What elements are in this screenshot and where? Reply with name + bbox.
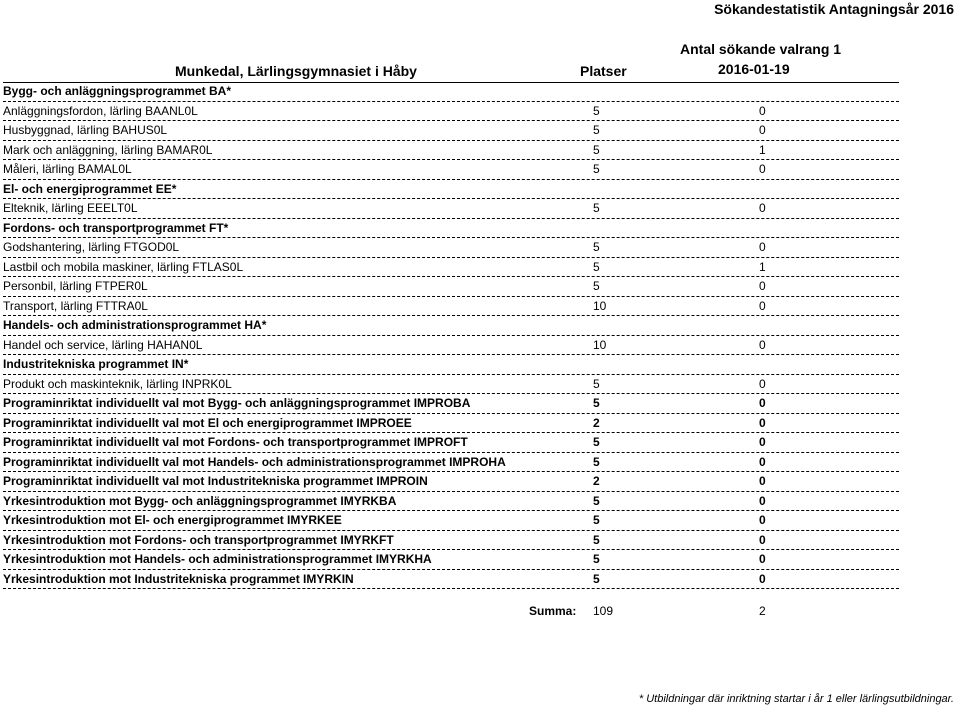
row-name: Personbil, lärling FTPER0L bbox=[3, 279, 148, 293]
table-row bbox=[3, 297, 899, 317]
row-platser: 2 bbox=[593, 474, 600, 488]
row-name: Yrkesintroduktion mot El- och energiprogrammet IMYRKEE bbox=[3, 513, 342, 527]
row-antal: 0 bbox=[759, 376, 766, 391]
table-row bbox=[3, 550, 899, 570]
row-name: Programinriktat individuellt val mot Fordons- och transportprogrammet IMPROFT bbox=[3, 435, 468, 449]
footnote: * Utbildningar där inriktning startar i år 1 eller lärlingsutbildningar. bbox=[638, 693, 954, 705]
row-platser: 10 bbox=[593, 298, 607, 313]
program-section-row bbox=[3, 316, 899, 336]
row-antal: 1 bbox=[759, 142, 766, 157]
row-antal: 0 bbox=[759, 415, 766, 430]
row-platser: 5 bbox=[593, 552, 600, 566]
row-antal: 0 bbox=[759, 201, 766, 215]
row-platser: 5 bbox=[593, 259, 600, 274]
row-name: Industritekniska programmet IN* bbox=[3, 357, 189, 371]
row-name: Anläggningsfordon, lärling BAANL0L bbox=[3, 103, 198, 118]
row-name: Yrkesintroduktion mot Handels- och administrationsprogrammet IMYRKHA bbox=[3, 552, 432, 566]
row-name: Bygg- och anläggningsprogrammet BA* bbox=[3, 84, 232, 98]
row-name: Yrkesintroduktion mot Bygg- och anläggningsprogrammet IMYRKBA bbox=[3, 493, 397, 508]
row-platser: 5 bbox=[593, 513, 600, 527]
row-platser: 10 bbox=[593, 337, 607, 352]
row-antal: 0 bbox=[759, 337, 766, 352]
row-platser: 5 bbox=[593, 454, 600, 469]
table-row bbox=[3, 511, 899, 531]
summa-platser: 109 bbox=[593, 604, 614, 618]
row-antal: 0 bbox=[759, 513, 766, 527]
row-antal: 0 bbox=[759, 396, 766, 410]
row-name: El- och energiprogrammet EE* bbox=[3, 181, 177, 196]
table-row bbox=[3, 531, 899, 551]
table-row bbox=[3, 453, 899, 473]
table-row bbox=[3, 258, 899, 278]
row-name: Handels- och administrationsprogrammet HA* bbox=[3, 318, 267, 332]
table-row bbox=[3, 238, 899, 258]
table-row bbox=[3, 433, 899, 453]
program-section-row bbox=[3, 82, 899, 102]
table-row bbox=[3, 492, 899, 512]
row-platser: 5 bbox=[593, 396, 600, 410]
row-name: Handel och service, lärling HAHAN0L bbox=[3, 337, 203, 352]
row-name: Programinriktat individuellt val mot Industritekniska programmet IMPROIN bbox=[3, 474, 428, 488]
report-title: Sökandestatistik Antagningsår 2016 bbox=[714, 1, 954, 17]
row-name: Programinriktat individuellt val mot Handels- och administrationsprogrammet IMPROHA bbox=[3, 454, 506, 469]
program-section-row bbox=[3, 355, 899, 375]
table-row bbox=[3, 414, 899, 434]
row-name: Produkt och maskinteknik, lärling INPRK0L bbox=[3, 376, 232, 391]
table-row bbox=[3, 336, 899, 356]
table-row bbox=[3, 394, 899, 414]
table-row bbox=[3, 141, 899, 161]
row-platser: 5 bbox=[593, 435, 600, 449]
school-name-header: Munkedal, Lärlingsgymnasiet i Håby bbox=[175, 63, 417, 79]
table-row bbox=[3, 375, 899, 395]
row-name: Programinriktat individuellt val mot Bygg- och anläggningsprogrammet IMPROBA bbox=[3, 396, 471, 410]
row-platser: 5 bbox=[593, 162, 600, 176]
row-antal: 0 bbox=[759, 454, 766, 469]
row-name: Måleri, lärling BAMAL0L bbox=[3, 162, 132, 176]
row-antal: 0 bbox=[759, 298, 766, 313]
row-platser: 5 bbox=[593, 240, 600, 254]
row-name: Programinriktat individuellt val mot El och energiprogrammet IMPROEE bbox=[3, 415, 412, 430]
row-platser: 5 bbox=[593, 571, 600, 586]
row-antal: 0 bbox=[759, 474, 766, 488]
summa-antal: 2 bbox=[759, 604, 766, 618]
report-date: 2016-01-19 bbox=[718, 61, 790, 77]
table-row bbox=[3, 102, 899, 122]
table-row bbox=[3, 472, 899, 492]
row-antal: 0 bbox=[759, 552, 766, 566]
summa-row bbox=[3, 601, 899, 621]
row-platser: 5 bbox=[593, 376, 600, 391]
row-antal: 0 bbox=[759, 279, 766, 293]
platser-column-header: Platser bbox=[580, 63, 627, 79]
row-name: Husbyggnad, lärling BAHUS0L bbox=[3, 123, 168, 137]
row-antal: 0 bbox=[759, 123, 766, 137]
row-platser: 5 bbox=[593, 123, 600, 137]
antal-column-header: Antal sökande valrang 1 bbox=[680, 41, 842, 57]
row-antal: 0 bbox=[759, 162, 766, 176]
row-name: Elteknik, lärling EEELT0L bbox=[3, 201, 138, 215]
row-platser: 5 bbox=[593, 103, 600, 118]
row-name: Fordons- och transportprogrammet FT* bbox=[3, 220, 229, 235]
summa-label: Summa: bbox=[529, 604, 577, 618]
table-row bbox=[3, 277, 899, 297]
table-row bbox=[3, 121, 899, 141]
table-row bbox=[3, 199, 899, 219]
program-section-row bbox=[3, 180, 899, 200]
row-name: Lastbil och mobila maskiner, lärling FTLAS0L bbox=[3, 259, 244, 274]
row-platser: 5 bbox=[593, 142, 600, 157]
row-antal: 1 bbox=[759, 259, 766, 274]
row-name: Godshantering, lärling FTGOD0L bbox=[3, 240, 180, 254]
row-platser: 5 bbox=[593, 201, 600, 215]
row-name: Mark och anläggning, lärling BAMAR0L bbox=[3, 142, 213, 157]
program-section-row bbox=[3, 219, 899, 239]
row-platser: 5 bbox=[593, 532, 600, 547]
table-row bbox=[3, 160, 899, 180]
row-antal: 0 bbox=[759, 240, 766, 254]
row-platser: 5 bbox=[593, 493, 600, 508]
row-name: Yrkesintroduktion mot Industritekniska programmet IMYRKIN bbox=[3, 571, 354, 586]
row-antal: 0 bbox=[759, 532, 766, 547]
row-antal: 0 bbox=[759, 493, 766, 508]
program-table bbox=[3, 82, 899, 589]
row-platser: 5 bbox=[593, 279, 600, 293]
row-name: Transport, lärling FTTRA0L bbox=[3, 298, 148, 313]
row-antal: 0 bbox=[759, 103, 766, 118]
row-name: Yrkesintroduktion mot Fordons- och transportprogrammet IMYRKFT bbox=[3, 532, 394, 547]
row-antal: 0 bbox=[759, 435, 766, 449]
row-platser: 2 bbox=[593, 415, 600, 430]
table-row bbox=[3, 570, 899, 590]
row-antal: 0 bbox=[759, 571, 766, 586]
